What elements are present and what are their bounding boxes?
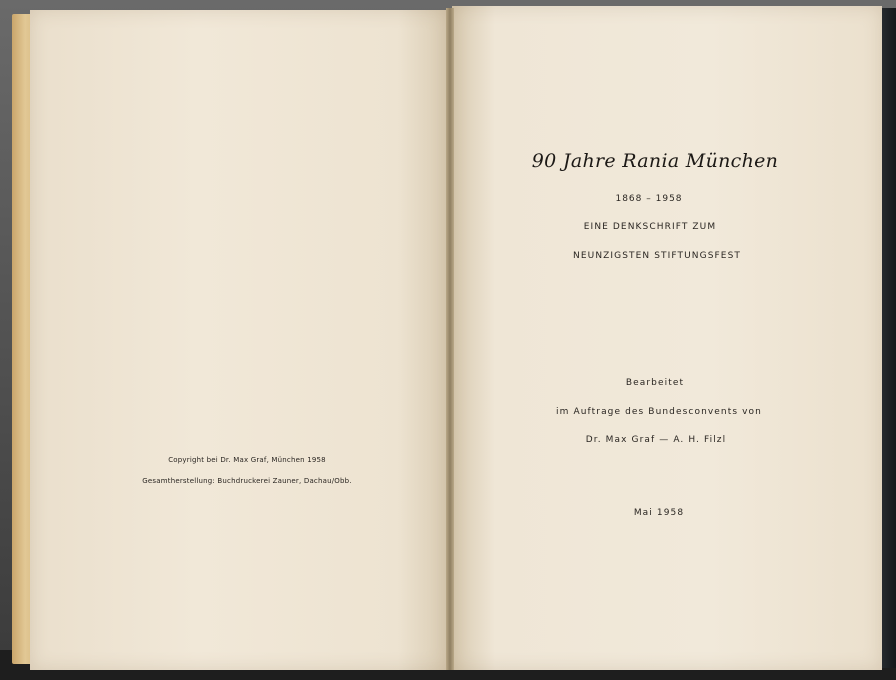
subtitle-line-2: NEUNZIGSTEN STIFTUNGSFEST xyxy=(573,251,741,261)
right-page xyxy=(452,6,882,670)
commission-line: im Auftrage des Bundesconvents von xyxy=(556,407,762,417)
left-page xyxy=(30,10,448,670)
years-range: 1868 – 1958 xyxy=(615,194,683,204)
publication-date: Mai 1958 xyxy=(633,508,685,518)
book-title: 90 Jahre Rania München xyxy=(531,150,779,172)
printer-line: Gesamtherstellung: Buchdruckerei Zauner, Dachau/Obb. xyxy=(142,477,352,485)
copyright-line: Copyright bei Dr. Max Graf, München 1958 xyxy=(168,456,326,464)
authors-line: Dr. Max Graf — A. H. Filzl xyxy=(585,435,727,445)
edited-label: Bearbeitet xyxy=(625,378,685,388)
book-gutter xyxy=(446,8,454,670)
subtitle-line-1: EINE DENKSCHRIFT ZUM xyxy=(583,222,717,232)
